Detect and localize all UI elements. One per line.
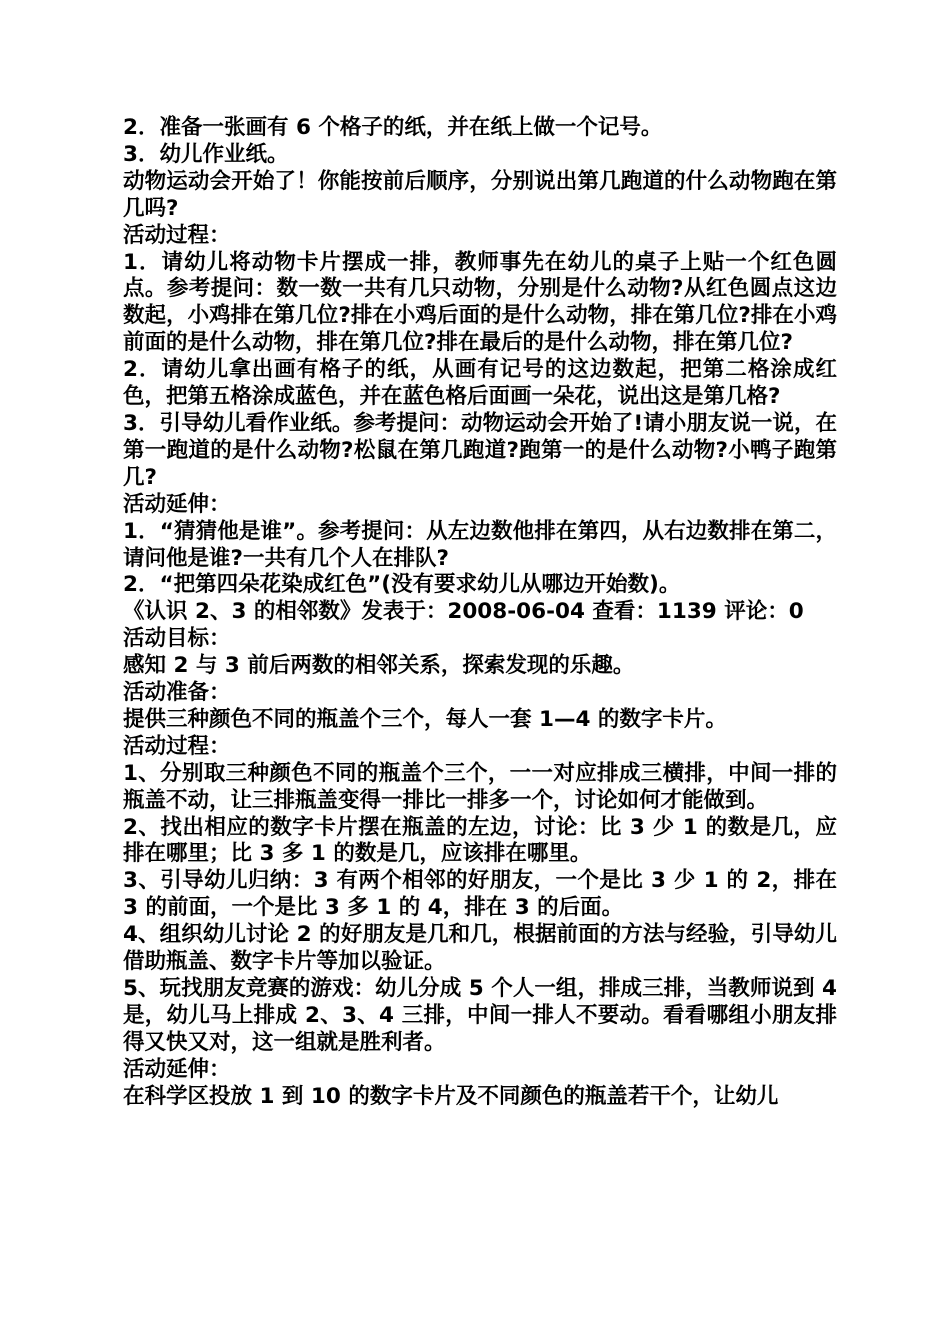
- paragraph-20: 4、组织幼儿讨论 2 的好朋友是几和几，根据前面的方法与经验，引导幼儿借助瓶盖、数字卡片等加以验证。: [123, 922, 837, 975]
- document-body: [117, 115, 837, 1111]
- section-heading: 活动准备：: [123, 680, 231, 706]
- section-heading: 活动过程：: [123, 222, 231, 248]
- paragraph-18: 2、找出相应的数字卡片摆在瓶盖的左边，讨论：比 3 少 1 的数是几，应排在哪里；比 3 多 1 的数是几，应该排在哪里。: [123, 814, 837, 867]
- paragraph-6: 2．请幼儿拿出画有格子的纸，从画有记号的这边数起，把第二格涂成红色，把第五格涂成蓝色，并在蓝色格后面画一朵花，说出这是第几格?: [123, 357, 837, 410]
- paragraph-15: 提供三种颜色不同的瓶盖个三个，每人一套 1—4 的数字卡片。: [123, 706, 727, 732]
- section-heading: 活动目标：: [123, 626, 231, 652]
- paragraph-7: 3．引导幼儿看作业纸。参考提问：动物运动会开始了!请小朋友说一说，在第一跑道的是什么动物?松鼠在第几跑道?跑第一的是什么动物?小鸭子跑第几?: [123, 410, 837, 490]
- paragraph-9: 1．“猜猜他是谁”。参考提问：从左边数他排在第四，从右边数排在第二，请问他是谁?一共有几个人在排队?: [123, 518, 837, 571]
- paragraph-13: 感知 2 与 3 前后两数的相邻关系，探索发现的乐趣。: [123, 653, 635, 679]
- paragraph-1: 2．准备一张画有 6 个格子的纸，并在纸上做一个记号。: [123, 115, 663, 140]
- paragraph-2: 3．幼儿作业纸。: [123, 141, 289, 167]
- paragraph-17: 1、分别取三种颜色不同的瓶盖个三个，一一对应排成三横排，中间一排的瓶盖不动，让三排瓶盖变得一排比一排多一个，讨论如何才能做到。: [123, 760, 837, 813]
- paragraph-23: 在科学区投放 1 到 10 的数字卡片及不同颜色的瓶盖若干个，让幼儿: [123, 1083, 779, 1109]
- paragraph-3: 动物运动会开始了！你能按前后顺序，分别说出第几跑道的什么动物跑在第几吗?: [123, 168, 837, 221]
- article-meta-line: 《认识 2、3 的相邻数》发表于：2008-06-04 查看：1139 评论：0: [123, 599, 804, 625]
- section-heading: 活动延伸：: [123, 1056, 231, 1082]
- section-heading: 活动过程：: [123, 733, 231, 759]
- paragraph-5: 1．请幼儿将动物卡片摆成一排，教师事先在幼儿的桌子上贴一个红色圆点。参考提问：数一数一共有几只动物，分别是什么动物?从红色圆点这边数起，小鸡排在第几位?排在小鸡后面的是什么动物，排在第几位?排在小鸡前面的是什么动物，排在第几位?排在最后的是什么动物，排在第几位?: [123, 249, 837, 356]
- paragraph-21: 5、玩找朋友竞赛的游戏：幼儿分成 5 个人一组，排成三排，当教师说到 4 是，幼儿马上排成 2、3、4 三排，中间一排人不要动。看看哪组小朋友排得又快又对，这一组就是胜利者。: [123, 976, 837, 1055]
- section-heading: 活动延伸：: [123, 491, 231, 517]
- paragraph-19: 3、引导幼儿归纳：3 有两个相邻的好朋友，一个是比 3 少 1 的 2，排在 3 的前面，一个是比 3 多 1 的 4，排在 3 的后面。: [123, 868, 837, 921]
- paragraph-10: 2．“把第四朵花染成红色”(没有要求幼儿从哪边开始数)。: [123, 572, 681, 598]
